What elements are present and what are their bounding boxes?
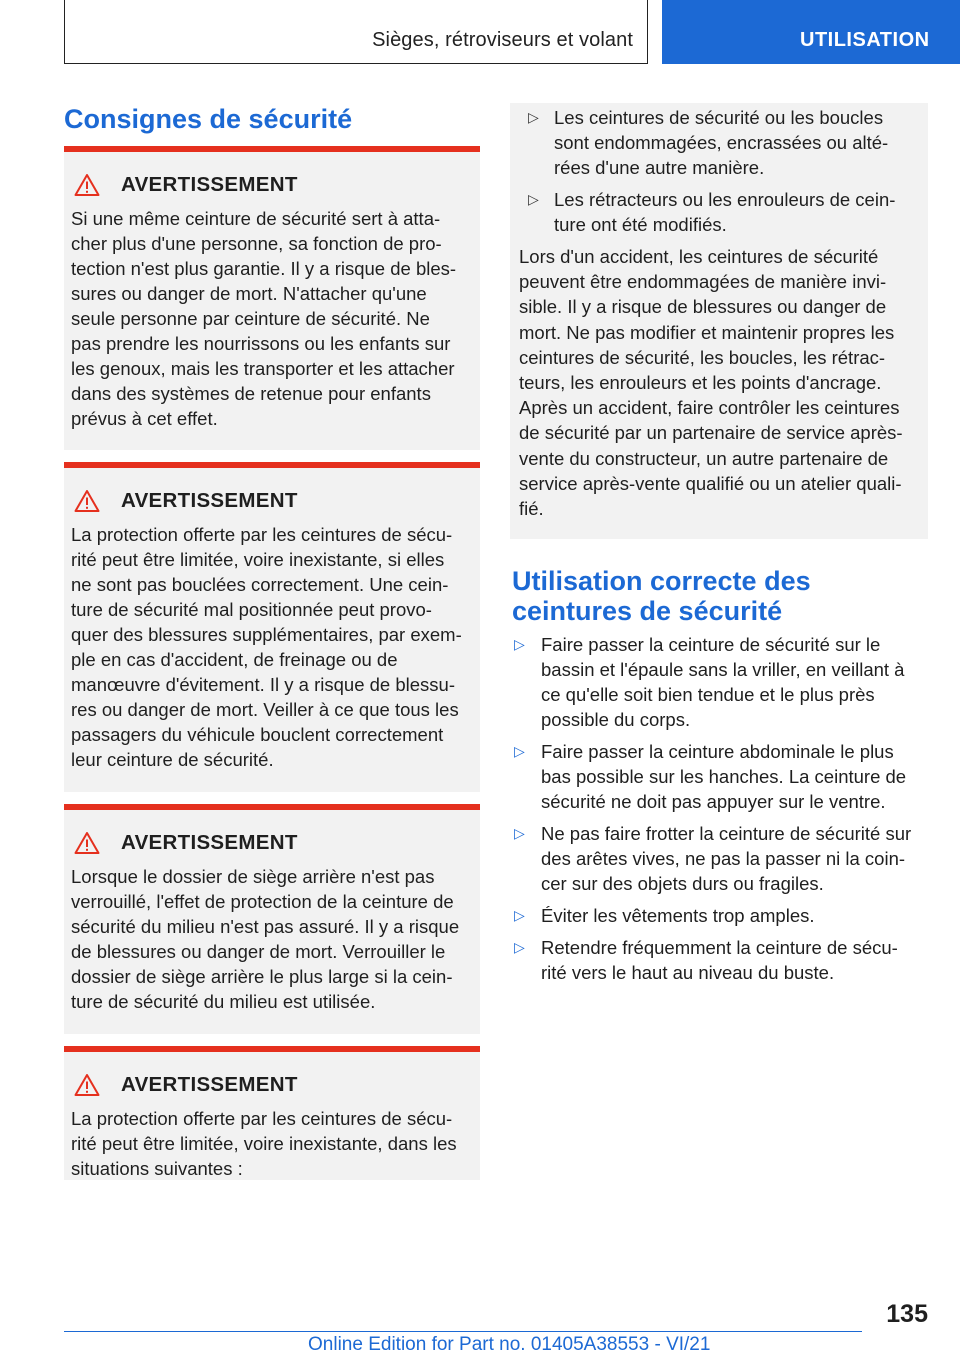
warning-header	[74, 488, 298, 514]
warning-text: Lorsque le dossier de siège arrière n'est pas verrouillé, l'effet de protection de la ceinture de sécurité du milieu n'est pas assuré. Il y a risque de blessures ou danger de mort. Verrouiller le dossier de siège arrière le plus large si la cein- ture de sécurité du milieu est utilisée.	[71, 866, 460, 1012]
warning-header	[74, 830, 298, 856]
warning-bullet-list	[518, 105, 918, 244]
heading-consignes: Consignes de sécurité	[64, 104, 353, 134]
warning-triangle-icon	[74, 489, 100, 513]
footer-divider	[64, 1331, 862, 1332]
triangle-bullet-icon: ▷	[514, 939, 525, 955]
triangle-bullet-icon: ▷	[528, 109, 539, 125]
usage-bullet-list	[512, 632, 932, 992]
warning-text: La protection offerte par les ceintures de sécu- rité peut être limitée, voire inexistante, dans les situations suivantes :	[71, 1108, 457, 1179]
warning-continuation-box	[510, 103, 928, 539]
warning-title: AVERTISSEMENT	[121, 173, 298, 196]
header-chapter-title: UTILISATION	[800, 29, 930, 51]
list-item: ▷ Retendre fréquemment la ceinture de sécu- rité vers le haut au niveau du buste.	[514, 937, 898, 983]
warning-title: AVERTISSEMENT	[121, 831, 298, 854]
list-item: ▷ Faire passer la ceinture abdominale le plus bas possible sur les hanches. La ceinture de sécurité ne doit pas appuyer sur le ventre.	[514, 741, 907, 812]
warning-box	[64, 804, 480, 1034]
warning-text: La protection offerte par les ceintures de sécu- rité peut être limitée, voire inexistante, si elles ne sont pas bouclées correctement. Une cein- ture de sécurité mal positionnée peut provo- quer des blessures supplémentaires, par exem- ple en cas d'accident, de freinage ou de manœuvre d'évitement. Il y a risque de blessu- res ou danger de mort. Veiller à ce que tous les passagers du véhicule bouclent correctement leur ceinture de sécurité.	[71, 524, 462, 770]
heading-utilisation: Utilisation correcte des ceintures de sécurité	[512, 566, 811, 626]
triangle-bullet-icon: ▷	[514, 743, 525, 759]
list-item: ▷ Faire passer la ceinture de sécurité sur le bassin et l'épaule sans la vriller, en veillant à ce qu'elle soit bien tendue et le plus près possible du corps.	[514, 634, 905, 730]
warning-box	[64, 146, 480, 450]
triangle-bullet-icon: ▷	[528, 191, 539, 207]
warning-paragraph: Lors d'un accident, les ceintures de sécurité peuvent être endommagées de manière invi- sible. Il y a risque de blessures ou danger de mort. Ne pas modifier et maintenir propres les ceintures de sécurité, les boucles, les rétrac- teurs, les enrouleurs et les points d'ancrage. Après un accident, faire contrôler les ceintures de sécurité par un partenaire de service après- vente du constructeur, un autre partenaire de service après-vente qualifié ou un atelier quali- fié.	[519, 246, 903, 520]
warning-header	[74, 1072, 298, 1098]
warning-triangle-icon	[74, 173, 100, 197]
warning-triangle-icon	[74, 831, 100, 855]
header-section-tab	[64, 0, 648, 64]
list-item: ▷ Les rétracteurs ou les enrouleurs de cein- ture ont été modifiés.	[528, 189, 896, 235]
warning-title: AVERTISSEMENT	[121, 489, 298, 512]
triangle-bullet-icon: ▷	[514, 907, 525, 923]
warning-title: AVERTISSEMENT	[121, 1073, 298, 1096]
warning-header	[74, 172, 298, 198]
list-item: ▷ Éviter les vêtements trop amples.	[514, 905, 815, 926]
header-section-title: Sièges, rétroviseurs et volant	[372, 29, 633, 51]
header-chapter-tab	[662, 0, 960, 64]
warning-box	[64, 462, 480, 792]
warning-triangle-icon	[74, 1073, 100, 1097]
list-item: ▷ Ne pas faire frotter la ceinture de sécurité sur des arêtes vives, ne pas la passer ni la coin- cer sur des objets durs ou fragiles.	[514, 823, 912, 894]
warning-text: Si une même ceinture de sécurité sert à atta- cher plus d'une personne, sa fonction de pro- tection n'est plus garantie. Il y a risque de bles- sures ou danger de mort. N'attacher qu'une seule personne par ceinture de sécurité. Ne pas prendre les nourrissons ou les enfants sur les genoux, mais les transporter et les attacher dans des systèmes de retenue pour enfants prévus à cet effet.	[71, 208, 457, 429]
warning-box	[64, 1046, 480, 1180]
page-number: 135	[886, 1300, 928, 1328]
triangle-bullet-icon: ▷	[514, 825, 525, 841]
triangle-bullet-icon: ▷	[514, 636, 525, 652]
footer-edition: Online Edition for Part no. 01405A38553 - VI/21	[308, 1334, 711, 1355]
list-item: ▷ Les ceintures de sécurité ou les boucles sont endommagées, encrassées ou alté- rées d'une autre manière.	[528, 107, 889, 178]
